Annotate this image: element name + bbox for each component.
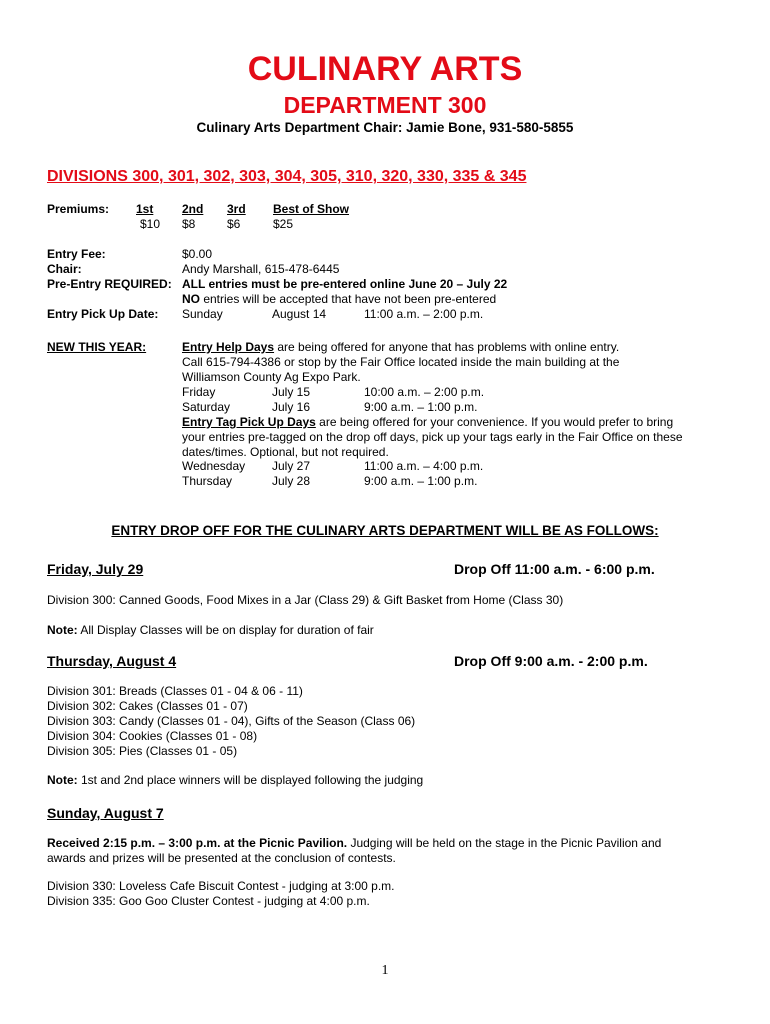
friday-division: Division 300: Canned Goods, Food Mixes in a Jar (Class 29) & Gift Basket from Home (Class 30) [47,593,564,607]
tag-day-1-time: 11:00 a.m. – 4:00 p.m. [364,459,484,473]
friday-note-label: Note: [47,623,78,637]
help-day-2-date: July 16 [272,400,311,414]
tag-days-line2: your entries pre-tagged on the drop off days, pick up your tags early in the Fair Office on these [182,430,683,444]
premium-value-3rd: $6 [227,217,241,231]
sunday-heading: Sunday, August 7 [47,805,164,821]
premium-value-1st: $10 [140,217,161,231]
thursday-division-305: Division 305: Pies (Classes 01 - 05) [47,744,238,758]
page-title: CULINARY ARTS [247,50,523,88]
thursday-drop-off-time: Drop Off 9:00 a.m. - 2:00 p.m. [454,653,648,669]
tag-days-title: Entry Tag Pick Up Days [182,415,316,429]
friday-heading: Friday, July 29 [47,561,144,577]
sunday-division-335: Division 335: Goo Goo Cluster Contest - judging at 4:00 p.m. [47,894,370,908]
tag-days-line1 [182,415,673,430]
tag-day-1-day: Wednesday [182,459,246,473]
help-days-line3: Williamson County Ag Expo Park. [182,370,361,384]
pickup-day: Sunday [182,307,223,321]
help-days-line2: Call 615-794-4386 or stop by the Fair Office located inside the main building at the [182,355,620,369]
pickup-label: Entry Pick Up Date: [47,307,159,321]
pickup-time: 11:00 a.m. – 2:00 p.m. [364,307,484,321]
thursday-note-label: Note: [47,773,78,787]
help-day-1-date: July 15 [272,385,311,399]
tag-days-line3: dates/times. Optional, but not required. [182,445,389,459]
thursday-division-302: Division 302: Cakes (Classes 01 - 07) [47,699,248,713]
premium-value-2nd: $8 [182,217,196,231]
entry-fee-label: Entry Fee: [47,247,106,261]
help-day-1-day: Friday [182,385,216,399]
dropoff-heading: ENTRY DROP OFF FOR THE CULINARY ARTS DEPARTMENT WILL BE AS FOLLOWS: [111,523,659,538]
entry-fee-value: $0.00 [182,247,213,261]
help-day-2-day: Saturday [182,400,231,414]
friday-note-text: All Display Classes will be on display for duration of fair [77,623,374,637]
chair-label: Chair: [47,262,82,276]
sunday-received-bold: Received 2:15 p.m. – 3:00 p.m. at the Picnic Pavilion. [47,836,348,850]
preentry-note [182,292,496,307]
premium-header-3rd: 3rd [227,202,246,216]
friday-note [47,623,374,638]
preentry-note-rest: entries will be accepted that have not been pre-entered [200,292,497,306]
tag-days-text1: are being offered for your convenience. If you would prefer to bring [315,415,674,429]
sunday-division-330: Division 330: Loveless Cafe Biscuit Contest - judging at 3:00 p.m. [47,879,395,893]
tag-day-1-date: July 27 [272,459,311,473]
thursday-division-303: Division 303: Candy (Classes 01 - 04), Gifts of the Season (Class 06) [47,714,416,728]
thursday-note [47,773,423,788]
chair-value: Andy Marshall, 615-478-6445 [182,262,340,276]
premium-header-1st: 1st [136,202,154,216]
tag-day-2-date: July 28 [272,474,311,488]
thursday-heading: Thursday, August 4 [47,653,177,669]
sunday-received-text1: Judging will be held on the stage in the Picnic Pavilion and [347,836,662,850]
premiums-label: Premiums: [47,202,110,216]
thursday-division-304: Division 304: Cookies (Classes 01 - 08) [47,729,258,743]
help-days-text1: are being offered for anyone that has problems with online entry. [274,340,620,354]
thursday-note-text: 1st and 2nd place winners will be displayed following the judging [77,773,424,787]
help-days-line1 [182,340,619,355]
page-number: 1 [381,963,389,978]
divisions-heading: DIVISIONS 300, 301, 302, 303, 304, 305, 310, 320, 330, 335 & 345 [47,168,527,185]
new-this-year-label: NEW THIS YEAR: [47,340,147,354]
department-chair-line: Culinary Arts Department Chair: Jamie Bone, 931-580-5855 [196,120,574,135]
preentry-value: ALL entries must be pre-entered online June 20 – July 22 [182,277,508,291]
page-subtitle: DEPARTMENT 300 [283,92,487,118]
tag-day-2-day: Thursday [182,474,233,488]
sunday-received-line1 [47,836,661,851]
tag-day-2-time: 9:00 a.m. – 1:00 p.m. [364,474,478,488]
premium-header-2nd: 2nd [182,202,204,216]
preentry-note-no: NO [182,292,200,306]
thursday-division-301: Division 301: Breads (Classes 01 - 04 & 06 - 11) [47,684,303,698]
help-day-2-time: 9:00 a.m. – 1:00 p.m. [364,400,478,414]
premium-value-best-of-show: $25 [273,217,294,231]
friday-drop-off-time: Drop Off 11:00 a.m. - 6:00 p.m. [454,561,655,577]
preentry-label: Pre-Entry REQUIRED: [47,277,172,291]
help-days-title: Entry Help Days [182,340,275,354]
premium-header-best-of-show: Best of Show [273,202,350,216]
sunday-received-line2: awards and prizes will be presented at the conclusion of contests. [47,851,396,865]
pickup-date: August 14 [272,307,327,321]
help-day-1-time: 10:00 a.m. – 2:00 p.m. [364,385,485,399]
